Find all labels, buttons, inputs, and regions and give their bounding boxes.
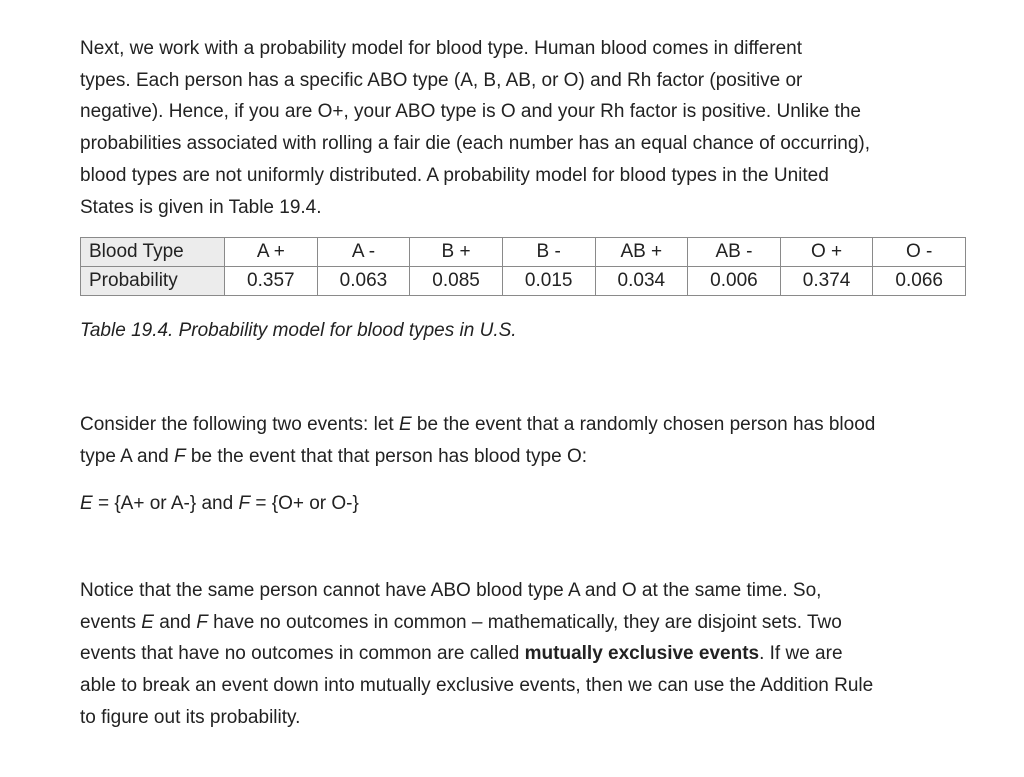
intro-line: Next, we work with a probability model for blood type. Human blood comes in different bbox=[80, 38, 803, 59]
conclusion-line: Notice that the same person cannot have ABO blood type A and O at the same time. So, bbox=[80, 580, 822, 601]
text-run: have no outcomes in common – mathematically, they are disjoint sets. Two bbox=[207, 611, 842, 633]
blood-type-cell: A + bbox=[225, 238, 318, 267]
text-run: events that have no outcomes in common are called bbox=[80, 643, 525, 665]
intro-line: probabilities associated with rolling a fair die (each number has an equal chance of occurring), bbox=[80, 133, 870, 155]
probability-cell: 0.066 bbox=[873, 267, 966, 296]
event-e-symbol: E bbox=[398, 414, 412, 435]
probability-cell: 0.357 bbox=[225, 267, 318, 296]
table-row-blood-type bbox=[81, 238, 966, 267]
row-header-blood-type: Blood Type bbox=[81, 238, 225, 267]
conclusion-line: able to break an event down into mutually exclusive events, then we can use the Addition Rule bbox=[80, 675, 874, 697]
text-run: Consider the following two events: let bbox=[80, 414, 399, 435]
text-run: type A and bbox=[80, 445, 175, 467]
blood-type-cell: B + bbox=[410, 238, 503, 267]
intro-line: types. Each person has a specific ABO type (A, B, AB, or O) and Rh factor (positive or bbox=[80, 69, 803, 91]
blood-type-cell: O - bbox=[873, 238, 966, 267]
blood-type-cell: A - bbox=[317, 238, 410, 267]
probability-cell: 0.034 bbox=[595, 267, 688, 296]
text-run: and bbox=[153, 611, 197, 633]
text-run: = {A+ or A-} and bbox=[92, 493, 239, 514]
event-f-symbol: F bbox=[238, 493, 251, 514]
conclusion-paragraph bbox=[80, 575, 980, 734]
table-caption: Table 19.4. Probability model for blood types in U.S. bbox=[80, 320, 517, 341]
row-header-probability: Probability bbox=[81, 267, 225, 296]
term-mutually-exclusive-events: mutually exclusive events bbox=[524, 643, 760, 665]
blood-type-cell: AB - bbox=[688, 238, 781, 267]
probability-cell: 0.015 bbox=[502, 267, 595, 296]
intro-paragraph bbox=[80, 33, 980, 223]
intro-line: blood types are not uniformly distributed. A probability model for blood types in the United bbox=[80, 164, 829, 186]
text-run: events bbox=[80, 611, 142, 633]
events-paragraph bbox=[80, 409, 980, 472]
events-line bbox=[80, 441, 980, 473]
text-run: = {O+ or O-} bbox=[250, 493, 359, 514]
event-definition-formula bbox=[80, 490, 359, 518]
event-f-symbol: F bbox=[196, 611, 208, 633]
event-f-symbol: F bbox=[174, 445, 186, 467]
blood-type-cell: AB + bbox=[595, 238, 688, 267]
blood-type-cell: B - bbox=[502, 238, 595, 267]
text-run: be the event that that person has blood type O: bbox=[185, 445, 588, 467]
text-run: . If we are bbox=[759, 643, 843, 665]
text-run: be the event that a randomly chosen person has blood bbox=[411, 414, 876, 435]
conclusion-line: to figure out its probability. bbox=[80, 706, 301, 728]
intro-line: States is given in Table 19.4. bbox=[80, 196, 322, 218]
probability-cell: 0.006 bbox=[688, 267, 781, 296]
event-e-symbol: E bbox=[141, 611, 154, 633]
probability-cell: 0.063 bbox=[317, 267, 410, 296]
conclusion-line bbox=[80, 607, 980, 639]
blood-type-cell: O + bbox=[780, 238, 873, 267]
events-line bbox=[80, 409, 980, 441]
blood-type-table bbox=[80, 237, 966, 296]
event-e-symbol: E bbox=[80, 493, 93, 514]
probability-cell: 0.085 bbox=[410, 267, 503, 296]
conclusion-line bbox=[80, 638, 980, 670]
table-row-probability bbox=[81, 267, 966, 296]
intro-line: negative). Hence, if you are O+, your ABO type is O and your Rh factor is positive. Unlike the bbox=[80, 101, 861, 123]
probability-cell: 0.374 bbox=[780, 267, 873, 296]
